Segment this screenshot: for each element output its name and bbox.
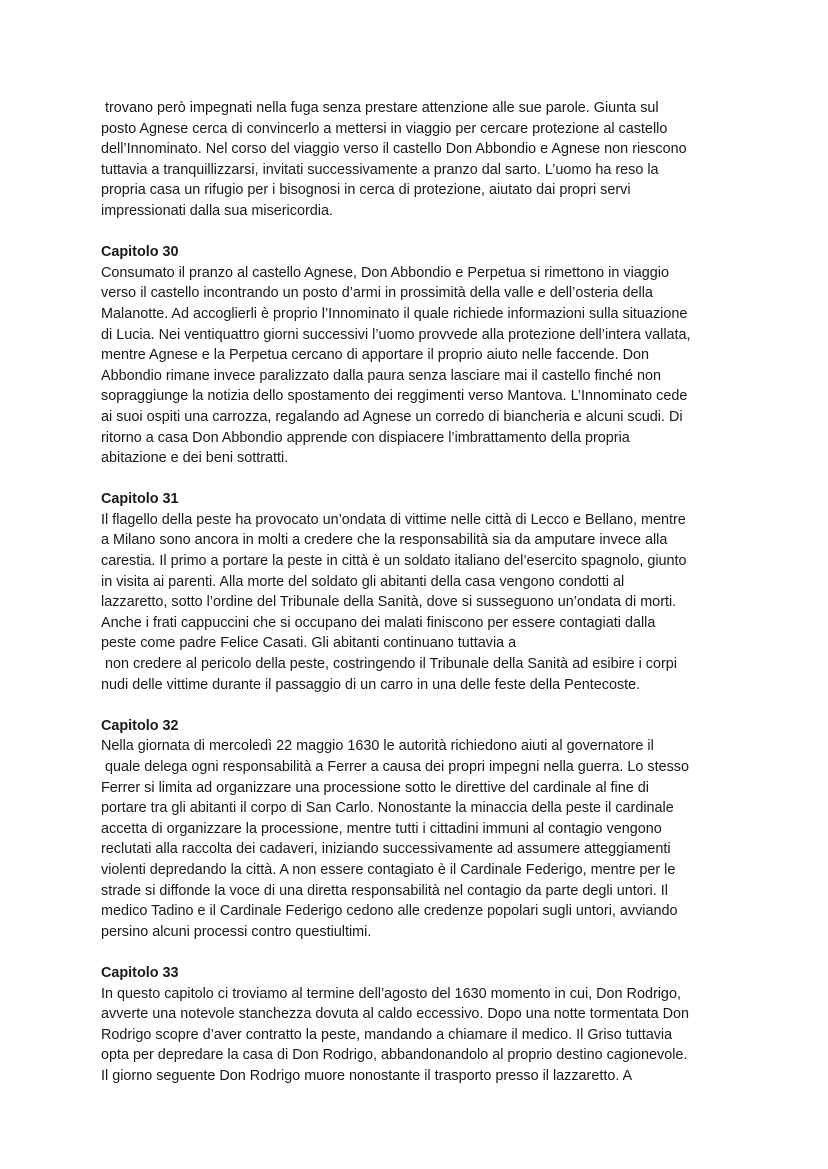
text-line: opta per depredare la casa di Don Rodrigo, abbandonandolo al proprio destino cagionevole. — [101, 1047, 688, 1064]
text-line: impressionati dalla sua misericordia. — [101, 202, 333, 219]
chapter-31-section — [101, 489, 741, 695]
text-line: quale delega ogni responsabilità a Ferrer a causa dei propri impegni nella guerra. Lo stesso — [101, 759, 689, 775]
text-line: avverte una notevole stanchezza dovuta al caldo eccessivo. Dopo una notte tormentata Don — [101, 1006, 689, 1023]
text-line: Il giorno seguente Don Rodrigo muore nonostante il trasporto presso il lazzaretto. A — [101, 1067, 633, 1084]
text-line: di Lucia. Nei ventiquattro giorni successivi l’uomo provvede alla protezione dell’intera vallata, — [101, 326, 691, 343]
text-line: abitazione e dei beni sottratti. — [101, 450, 289, 467]
text-line: lazzaretto, sotto l’ordine del Tribunale della Sanità, dove si susseguono un’ondata di morti. — [101, 594, 677, 611]
text-line: Rodrigo scopre d’aver contratto la peste, mandando a chiamare il medico. Il Griso tuttavia — [101, 1026, 673, 1043]
chapter-heading: Capitolo 31 — [101, 491, 179, 508]
chapter-30-section — [101, 242, 741, 469]
text-line: carestia. Il primo a portare la peste in città è un soldato italiano del’esercito spagnolo, giunto — [101, 553, 687, 570]
document-page — [101, 98, 741, 1087]
text-line: tuttavia a tranquillizzarsi, invitati successivamente a pranzo dal sarto. L’uomo ha reso la — [101, 161, 659, 178]
text-line: trovano però impegnati nella fuga senza prestare attenzione alle sue parole. Giunta sul — [101, 100, 659, 116]
text-line: non credere al pericolo della peste, costringendo il Tribunale della Sanità ad esibire i corpi — [101, 656, 677, 673]
text-line: a Milano sono ancora in molti a credere che la responsabilità sia da amputare invece alla — [101, 532, 668, 549]
paragraph-gap — [101, 695, 741, 716]
text-line: nudi delle vittime durante il passaggio di un carro in una delle feste della Pentecoste. — [101, 676, 641, 693]
text-line: ritorno a casa Don Abbondio apprende con dispiacere l’imbrattamento della propria — [101, 429, 630, 446]
text-line: dell’Innominato. Nel corso del viaggio verso il castello Don Abbondio e Agnese non riescono — [101, 141, 687, 158]
text-line: in visita ai parenti. Alla morte del soldato gli abitanti della casa vengono condotti al — [101, 573, 625, 590]
text-line: mentre Agnese e la Perpetua cercano di apportare il proprio aiuto nelle faccende. Don — [101, 347, 649, 364]
text-line: violenti depredando la città. A non essere contagiato è il Cardinale Federigo, mentre per le — [101, 861, 676, 878]
chapter-32-section — [101, 716, 741, 943]
text-line: Consumato il pranzo al castello Agnese, Don Abbondio e Perpetua si rimettono in viaggio — [101, 264, 669, 281]
text-line: Abbondio rimane invece paralizzato dalla paura senza lasciare mai il castello finché non — [101, 367, 661, 384]
text-line: peste come padre Felice Casati. Gli abitanti continuano tuttavia a — [101, 635, 517, 652]
text-line: sopraggiunge la notizia dello spostamento dei reggimenti verso Mantova. L’Innominato cede — [101, 388, 688, 405]
text-line: ai suoi ospiti una carrozza, regalando ad Agnese un corredo di biancheria e alcuni scudi. Di — [101, 408, 683, 425]
text-line: strade si diffonde la voce di una diretta responsabilità nel contagio da parte degli untori. Il — [101, 882, 668, 899]
text-line: Il flagello della peste ha provocato un’ondata di vittime nelle città di Lecco e Bellano, mentre — [101, 511, 686, 528]
text-line: Nella giornata di mercoledì 22 maggio 1630 le autorità richiedono aiuti al governatore il — [101, 738, 654, 755]
chapter-heading: Capitolo 32 — [101, 717, 179, 734]
text-line: In questo capitolo ci troviamo al termine dell’agosto del 1630 momento in cui, Don Rodrigo, — [101, 985, 681, 1002]
chapter-heading: Capitolo 33 — [101, 964, 179, 981]
paragraph-gap — [101, 222, 741, 243]
text-line: Anche i frati cappuccini che si occupano dei malati finiscono per essere contagiati dalla — [101, 614, 656, 631]
text-line: medico Tadino e il Cardinale Federigo cedono alle credenze popolari sugli untori, avviando — [101, 903, 678, 920]
text-line: posto Agnese cerca di convincerlo a mettersi in viaggio per cercare protezione al castello — [101, 120, 668, 137]
chapter-33-section — [101, 963, 741, 1087]
text-line: portare tra gli abitanti il corpo di San Carlo. Nonostante la minaccia della peste il cardinale — [101, 800, 674, 817]
paragraph-gap — [101, 942, 741, 963]
chapter-heading: Capitolo 30 — [101, 244, 179, 261]
text-line: persino alcuni processi contro questiultimi. — [101, 923, 372, 940]
intro-paragraph — [101, 98, 741, 222]
paragraph-gap — [101, 469, 741, 490]
text-line: Ferrer si limita ad organizzare una processione sotto le direttive del cardinale al fine di — [101, 779, 649, 796]
text-line: reclutati alla raccolta dei cadaveri, iniziando successivamente ad assumere atteggiamenti — [101, 841, 671, 858]
text-line: verso il castello incontrando un posto d’armi in prossimità della valle e dell’osteria della — [101, 285, 653, 302]
text-line: Malanotte. Ad accoglierli è proprio l’Innominato il quale richiede informazioni sulla situazione — [101, 305, 688, 322]
text-line: accetta di organizzare la processione, mentre tutti i cittadini immuni al contagio vengono — [101, 820, 662, 837]
text-line: propria casa un rifugio per i bisognosi in cerca di protezione, aiutato dai propri servi — [101, 182, 631, 199]
